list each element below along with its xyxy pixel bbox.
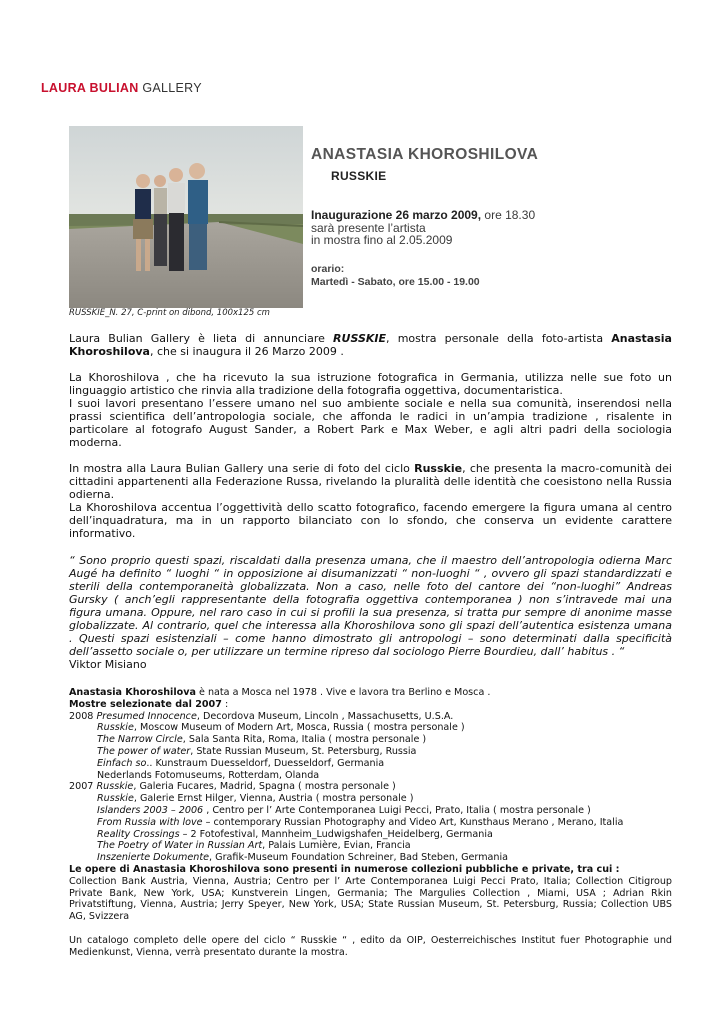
exhibition-title: Islanders 2003 – 2006 [97, 804, 204, 816]
exhibition-year: 2007 [69, 781, 97, 793]
show-title: RUSSKIE [331, 169, 387, 183]
exhibition-item [69, 793, 672, 805]
intro-text-3: , che si inaugura il 26 Marzo 2009 . [149, 345, 344, 358]
opening-time: ore 18.30 [484, 208, 536, 222]
opening-date: Inaugurazione 26 marzo 2009, [311, 208, 482, 222]
show-name-inline: RUSSKIE [333, 332, 387, 345]
quote-block [69, 554, 672, 671]
exhibition-title: From Russia with love [97, 816, 203, 828]
logo-suffix: GALLERY [142, 81, 202, 95]
collections-list: Collection Bank Austria, Vienna, Austria; Centro per l’ Arte Contemporanea Luigi Pecci Prato, Italia; Collection Citigroup Private Bank, New York, USA; Kunstverein Lingen, Germania; The Margulies Collection , Miami, USA ; Adrian Rkin Privatstiftung, Vienna, Austria; Jerry Speyer, New York, USA; State Russian Museum, St. Petersburg, Russia; Collection UBS AG, Svizzera [69, 875, 672, 923]
exhibition-details: .. Kunstraum Duesseldorf, Duesseldorf, Germania [146, 757, 385, 769]
exhibition-item [69, 852, 672, 864]
exhibition-title: The power of water [97, 745, 191, 757]
exhibition-title: Russkie [96, 781, 134, 793]
exhibition-item [69, 805, 672, 817]
artist-present: sarà presente l’artista [311, 220, 426, 235]
exhibition-details: – 2 Fotofestival, Mannheim_Ludwigshafen_Heidelberg, Germania [179, 828, 493, 840]
exhibition-details: , Galeria Fucares, Madrid, Spagna ( mostra personale ) [133, 781, 396, 793]
exhibition-title: Inszenierte Dokumente [97, 852, 210, 864]
show-until: in mostra fino al 2.05.2009 [311, 233, 453, 247]
exhibitions-list [69, 711, 672, 864]
logo-name: LAURA BULIAN [41, 81, 139, 95]
para4-text-2: , che presenta la macro-comunità dei cittadini appartenenti alla Federazione Russa, rivelando la pluralità delle identità che coesistono nella Russia odierna. [69, 462, 672, 501]
exhibition-title: Presumed Innocence [96, 710, 197, 722]
exhibition-item [69, 829, 672, 841]
exhibition-details: , Galerie Ernst Hilger, Vienna, Austria ( mostra personale ) [133, 793, 414, 805]
exhibition-details: , Moscow Museum of Modern Art, Mosca, Russia ( mostra personale ) [133, 722, 465, 734]
intro-text-2: , mostra personale della foto-artista [386, 332, 612, 345]
exhibition-details: , State Russian Museum, St. Petersburg, Russia [190, 745, 417, 757]
artist-name-inline: Anastasia Khoroshilova [69, 332, 672, 358]
hours-value: Martedì - Sabato, ore 15.00 - 19.00 [311, 275, 480, 288]
exhibition-title: Russkie [97, 722, 134, 734]
exhibition-item [69, 781, 672, 793]
bio-text: è nata a Mosca nel 1978 . Vive e lavora tra Berlino e Mosca . [195, 687, 491, 698]
exhibition-item [69, 817, 672, 829]
exhibition-title: The Narrow Circle [97, 734, 183, 746]
exhibition-details: , Grafik-Museum Foundation Schreiner, Bad Steben, Germania [209, 852, 509, 864]
exhibitions-heading: Mostre selezionate dal 2007 [69, 698, 222, 710]
exhibition-details: Nederlands Fotomuseums, Rotterdam, Olanda [97, 769, 320, 781]
heading-colon: : [221, 698, 229, 710]
exhibition-details: – contemporary Russian Photography and Video Art, Kunsthaus Merano , Merano, Italia [202, 816, 624, 828]
exhibition-details: , Sala Santa Rita, Roma, Italia ( mostra personale ) [182, 734, 427, 746]
hours-label: orario: [311, 262, 345, 275]
intro-paragraph [69, 332, 672, 358]
paragraph-2: La Khoroshilova , che ha ricevuto la sua istruzione fotografica in Germania, utilizza nelle sue foto un linguaggio artistico che rinvia alla tradizione della fotografia oggettiva, documentaristica. [69, 371, 672, 397]
exhibition-item [69, 758, 672, 770]
exhibition-item [69, 840, 672, 852]
paragraph-3: I suoi lavori presentano l’essere umano nel suo ambiente sociale e nella sua comunità, inserendosi nella prassi scientifica dell’antropologia sociale, che affonda le radici in un’ampia tradizione , risalente in particolare al fotografo August Sander, a Robert Park e Max Weber, e agli altri padri della sociologia moderna. [69, 397, 672, 449]
bio-section [69, 687, 672, 959]
exhibition-title: The Poetry of Water in Russian Art [97, 840, 263, 852]
catalog-note: Un catalogo completo delle opere del ciclo “ Russkie “ , edito da OIP, Oesterreichisches Institut fuer Photographie und Medienkunst, Vienna, verrà presentato durante la mostra. [69, 934, 672, 958]
gallery-logo [41, 81, 202, 95]
paragraph-5: La Khoroshilova accentua l’oggettività dello scatto fotografico, facendo emergere la figura umana al centro dell’inquadratura, ma in un rapporto bilanciato con lo sfondo, che conserva un evidente carattere informativo. [69, 501, 672, 540]
exhibition-year: 2008 [69, 710, 97, 722]
exhibition-item [69, 722, 672, 734]
intro-text: Laura Bulian Gallery è lieta di annunciare [69, 332, 334, 345]
exhibition-item [69, 734, 672, 746]
quote-author: Viktor Misiano [69, 658, 147, 671]
exhibition-title: Russkie [97, 793, 134, 805]
exhibition-item [69, 770, 672, 782]
hours-info [311, 263, 611, 289]
quote-text: “ Sono proprio questi spazi, riscaldati dalla presenza umana, che il maestro dell’antropologia odierna Marc Augé ha definito “ luoghi “ in opposizione ai disumanizzati “ non-luoghi “ , ovvero gli spazi standardizzati e sterili della contemporaneità globalizzata. Non a caso, nelle foto del cantore dei “non-luoghi” Andreas Gursky ( anch’egli rappresentante della fotografia oggettiva contemporanea ) non s’intravede mai una figura umana. Oppure, nel raro caso in cui si profili la sua presenza, si tratta pur sempre di anonime masse globalizzate. Al contrario, quel che interessa alla Khoroshilova sono gli spazi dell’autentica esistenza umana . Questi spazi esistenziali – come hanno dimostrato gli antropologi – sono determinati dalla specificità dell’assetto sociale o, per utilizzare un termine ripreso dal sociologo Pierre Bourdieu, dall’ habitus . “ [69, 554, 672, 658]
paragraph-education [69, 371, 672, 449]
opening-info [311, 209, 611, 247]
exhibition-title: Reality Crossings [97, 828, 180, 840]
series-name-inline: Russkie [414, 462, 463, 475]
exhibition-item [69, 746, 672, 758]
invitation-panel [311, 146, 611, 289]
paragraph-series [69, 462, 672, 540]
collections-heading: Le opere di Anastasia Khoroshilova sono presenti in numerose collezioni pubbliche e private, tra cui : [69, 863, 620, 875]
bio-name: Anastasia Khoroshilova [69, 687, 196, 698]
exhibition-details: , Decordova Museum, Lincoln , Massachusetts, U.S.A. [196, 710, 454, 722]
exhibition-title: Einfach so [97, 757, 147, 769]
artist-name: ANASTASIA KHOROSHILOVA [311, 146, 539, 163]
exhibition-item [69, 711, 672, 723]
exhibition-details: , Palais Lumière, Evian, Francia [262, 840, 411, 852]
exhibition-details: , Centro per l’ Arte Contemporanea Luigi Pecci, Prato, Italia ( mostra personale ) [203, 804, 591, 816]
photo-caption: RUSSKIE_N. 27, C-print on dibond, 100x125 cm [69, 308, 270, 318]
para4-text: In mostra alla Laura Bulian Gallery una serie di foto del ciclo [69, 462, 415, 475]
exhibition-photo [69, 126, 303, 308]
photo-children-on-road [69, 126, 303, 308]
